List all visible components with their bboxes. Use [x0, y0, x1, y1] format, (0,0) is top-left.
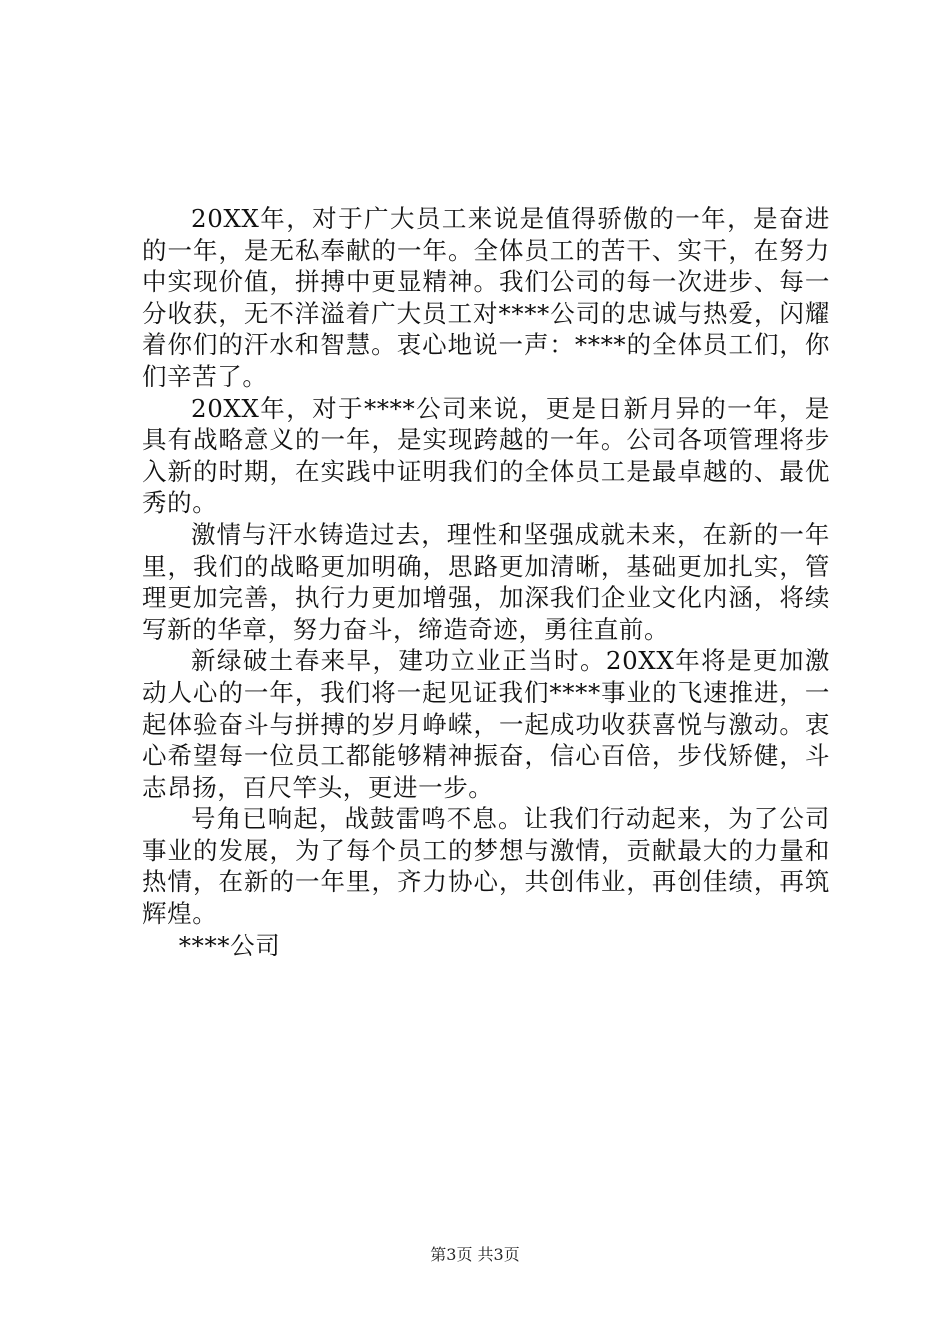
signature: ****公司	[178, 930, 281, 960]
paragraph-4: 新绿破土春来早，建功立业正当时。20XX年将是更加激动人心的一年，我们将一起见证我们****事业的飞速推进，一起体验奋斗与拼搏的岁月峥嵘，一起成功收获喜悦与激动。衷心希望每一位员工都能够精神振奋，信心百倍，步伐矫健，斗志昂扬，百尺竿头，更进一步。	[142, 646, 830, 802]
paragraph-3: 激情与汗水铸造过去，理性和坚强成就未来，在新的一年里，我们的战略更加明确，思路更加清晰，基础更加扎实，管理更加完善，执行力更加增强，加深我们企业文化内涵，将续写新的华章，努力奋斗，缔造奇迹，勇往直前。	[142, 519, 830, 644]
document-body	[142, 203, 830, 961]
paragraph-5: 号角已响起，战鼓雷鸣不息。让我们行动起来，为了公司事业的发展，为了每个员工的梦想与激情，贡献最大的力量和热情，在新的一年里，齐力协心，共创伟业，再创佳绩，再筑辉煌。	[142, 804, 830, 929]
paragraph-1: 20XX年，对于广大员工来说是值得骄傲的一年，是奋进的一年，是无私奉献的一年。全体员工的苦干、实干，在努力中实现价值，拼搏中更显精神。我们公司的每一次进步、每一分收获，无不洋溢着广大员工对****公司的忠诚与热爱，闪耀着你们的汗水和智慧。衷心地说一声：****的全体员工们，你们辛苦了。	[142, 204, 830, 391]
page-footer: 第3页 共3页	[430, 1245, 520, 1264]
paragraph-2: 20XX年，对于****公司来说，更是日新月异的一年，是具有战略意义的一年，是实现跨越的一年。公司各项管理将步入新的时期，在实践中证明我们的全体员工是最卓越的、最优秀的。	[142, 393, 830, 518]
